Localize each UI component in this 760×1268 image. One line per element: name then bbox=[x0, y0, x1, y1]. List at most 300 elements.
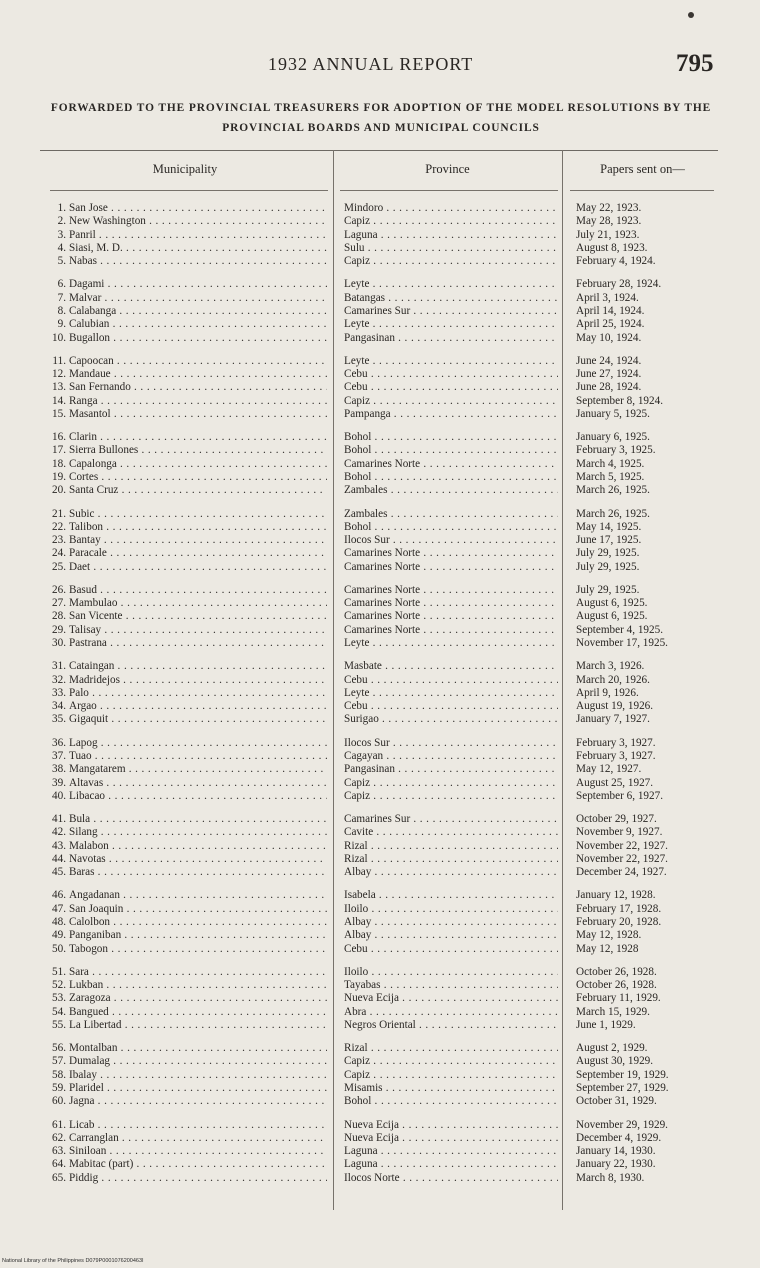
municipality-cell: Siasi, M. D. . . . bbox=[69, 242, 327, 255]
province-cell: Leyte . . . bbox=[344, 637, 558, 650]
municipality-cell: Pastrana . . . bbox=[69, 637, 327, 650]
date-sent-cell: April 14, 1924. bbox=[576, 304, 645, 317]
province-cell: Capiz . . . bbox=[344, 215, 558, 228]
date-sent-cell: August 30, 1929. bbox=[576, 1055, 654, 1068]
column-header-province: Province bbox=[425, 162, 470, 176]
table-row bbox=[40, 943, 722, 956]
date-sent-cell: October 26, 1928. bbox=[576, 979, 657, 992]
table-row bbox=[40, 431, 722, 444]
row-number: 19. bbox=[52, 471, 66, 484]
municipality-cell: New Washington . . . bbox=[69, 215, 327, 228]
table-row bbox=[40, 610, 722, 623]
table-row bbox=[40, 395, 722, 408]
municipality-cell: Basud . . . bbox=[69, 584, 327, 597]
date-sent-cell: February 3, 1925. bbox=[576, 444, 656, 457]
municipality-cell: Jagna . . . bbox=[69, 1095, 327, 1108]
date-sent-cell: August 2, 1929. bbox=[576, 1042, 648, 1055]
table-row bbox=[40, 458, 722, 471]
province-cell: Leyte . . . bbox=[344, 278, 558, 291]
table-row bbox=[40, 713, 722, 726]
table-row bbox=[40, 1019, 722, 1032]
municipality-cell: Bula . . . bbox=[69, 813, 327, 826]
province-cell: Capiz . . . bbox=[344, 1055, 558, 1068]
date-sent-cell: January 12, 1928. bbox=[576, 889, 656, 902]
date-sent-cell: February 17, 1928. bbox=[576, 902, 662, 915]
table-row bbox=[40, 355, 722, 368]
date-sent-cell: November 9, 1927. bbox=[576, 826, 663, 839]
province-cell: Camarines Norte . . . bbox=[344, 458, 558, 471]
table-row bbox=[40, 790, 722, 803]
date-sent-cell: April 25, 1924. bbox=[576, 318, 645, 331]
table-row bbox=[40, 737, 722, 750]
row-number: 24. bbox=[52, 547, 66, 560]
table-row bbox=[40, 484, 722, 497]
province-cell: Batangas . . . bbox=[344, 292, 558, 305]
province-cell: Nueva Ecija . . . bbox=[344, 1132, 558, 1145]
municipality-cell: Montalban . . . bbox=[69, 1042, 327, 1055]
municipality-cell: San Jose . . . bbox=[69, 202, 327, 215]
table-row bbox=[40, 700, 722, 713]
municipality-cell: Calabanga . . . bbox=[69, 305, 327, 318]
table-row bbox=[40, 597, 722, 610]
municipality-cell: Ranga . . . bbox=[69, 395, 327, 408]
date-sent-cell: November 22, 1927. bbox=[576, 839, 668, 852]
row-number: 64. bbox=[52, 1158, 66, 1171]
municipality-cell: Ibalay . . . bbox=[69, 1069, 327, 1082]
row-number: 12. bbox=[52, 368, 66, 381]
table-row bbox=[40, 853, 722, 866]
table-row bbox=[40, 242, 722, 255]
date-sent-cell: January 22, 1930. bbox=[576, 1158, 656, 1171]
municipality-cell: Carranglan . . . bbox=[69, 1132, 327, 1145]
table-row bbox=[40, 826, 722, 839]
column-header-municipality: Municipality bbox=[152, 162, 218, 176]
province-cell: Ilocos Norte . . . bbox=[344, 1172, 558, 1185]
province-cell: Cebu . . . bbox=[344, 700, 558, 713]
date-sent-cell: November 29, 1929. bbox=[576, 1118, 668, 1131]
province-cell: Mindoro . . . bbox=[344, 202, 558, 215]
municipality-cell: Dagami . . . bbox=[69, 278, 327, 291]
row-number: 14. bbox=[52, 394, 66, 407]
date-sent-cell: September 4, 1925. bbox=[576, 623, 663, 636]
row-number: 21. bbox=[52, 507, 66, 520]
province-cell: Sulu . . . bbox=[344, 242, 558, 255]
footer-credit: National Library of the Philippines D079P0001076200463I bbox=[2, 1258, 144, 1264]
table-row-group bbox=[40, 431, 722, 497]
date-sent-cell: August 25, 1927. bbox=[576, 776, 654, 789]
province-cell: Tayabas . . . bbox=[344, 979, 558, 992]
province-cell: Ilocos Sur . . . bbox=[344, 737, 558, 750]
municipality-cell: Zaragoza . . . bbox=[69, 992, 327, 1005]
row-number: 22. bbox=[52, 520, 66, 533]
table-row bbox=[40, 660, 722, 673]
province-cell: Laguna . . . bbox=[344, 1158, 558, 1171]
date-sent-cell: January 7, 1927. bbox=[576, 713, 650, 726]
row-number: 43. bbox=[52, 839, 66, 852]
date-sent-cell: June 17, 1925. bbox=[576, 534, 642, 547]
row-number: 17. bbox=[52, 444, 66, 457]
municipality-cell: Argao . . . bbox=[69, 700, 327, 713]
table-row bbox=[40, 979, 722, 992]
province-cell: Cebu . . . bbox=[344, 368, 558, 381]
table-row-group bbox=[40, 278, 722, 344]
province-cell: Zambales . . . bbox=[344, 508, 558, 521]
row-number: 6. bbox=[57, 278, 66, 291]
date-sent-cell: October 29, 1927. bbox=[576, 813, 657, 825]
municipality-cell: Licab . . . bbox=[69, 1119, 327, 1132]
province-cell: Leyte . . . bbox=[344, 355, 558, 368]
municipality-cell: Subic . . . bbox=[69, 508, 327, 521]
table-row bbox=[40, 1006, 722, 1019]
table-row bbox=[40, 561, 722, 574]
table-row bbox=[40, 1095, 722, 1108]
province-cell: Leyte . . . bbox=[344, 687, 558, 700]
row-number: 15. bbox=[52, 407, 66, 420]
row-number: 44. bbox=[52, 852, 66, 865]
province-cell: Cebu . . . bbox=[344, 943, 558, 956]
table-row bbox=[40, 1145, 722, 1158]
province-cell: Camarines Norte . . . bbox=[344, 584, 558, 597]
date-sent-cell: November 17, 1925. bbox=[576, 637, 668, 650]
date-sent-cell: March 26, 1925. bbox=[576, 484, 650, 497]
row-number: 9. bbox=[57, 318, 66, 331]
province-cell: Albay . . . bbox=[344, 929, 558, 942]
province-cell: Laguna . . . bbox=[344, 229, 558, 242]
table-row-group bbox=[40, 737, 722, 803]
province-cell: Surigao . . . bbox=[344, 713, 558, 726]
table-row-group bbox=[40, 355, 722, 421]
table-row bbox=[40, 547, 722, 560]
date-sent-cell: September 27, 1929. bbox=[576, 1082, 669, 1095]
row-number: 61. bbox=[52, 1118, 66, 1131]
municipality-cell: San Joaquin . . . bbox=[69, 903, 327, 916]
table-row bbox=[40, 1042, 722, 1055]
table-row-group bbox=[40, 508, 722, 574]
table-row bbox=[40, 687, 722, 700]
municipality-cell: Bugallon . . . bbox=[69, 332, 327, 345]
province-cell: Cavite . . . bbox=[344, 826, 558, 839]
municipality-cell: Masantol . . . bbox=[69, 408, 327, 421]
province-cell: Rizal . . . bbox=[344, 1042, 558, 1055]
row-number: 60. bbox=[52, 1095, 66, 1108]
date-sent-cell: August 19, 1926. bbox=[576, 700, 654, 713]
date-sent-cell: November 22, 1927. bbox=[576, 852, 668, 865]
province-cell: Cebu . . . bbox=[344, 674, 558, 687]
province-cell: Camarines Norte . . . bbox=[344, 624, 558, 637]
date-sent-cell: March 20, 1926. bbox=[576, 673, 650, 686]
row-number: 5. bbox=[57, 255, 66, 268]
row-number: 10. bbox=[52, 331, 66, 344]
province-cell: Capiz . . . bbox=[344, 255, 558, 268]
date-sent-cell: August 6, 1925. bbox=[576, 597, 648, 610]
date-sent-cell: March 8, 1930. bbox=[576, 1171, 645, 1184]
municipality-cell: Baras . . . bbox=[69, 866, 327, 879]
table-row bbox=[40, 624, 722, 637]
date-sent-cell: September 6, 1927. bbox=[576, 789, 663, 802]
table-row bbox=[40, 1158, 722, 1171]
header-underline bbox=[340, 190, 558, 191]
municipality-cell: Talibon . . . bbox=[69, 521, 327, 534]
row-number: 39. bbox=[52, 776, 66, 789]
province-cell: Capiz . . . bbox=[344, 790, 558, 803]
row-number: 63. bbox=[52, 1145, 66, 1158]
table-row bbox=[40, 929, 722, 942]
municipality-cell: Bantay . . . bbox=[69, 534, 327, 547]
municipality-cell: Nabas . . . bbox=[69, 255, 327, 268]
municipality-cell: Angadanan . . . bbox=[69, 889, 327, 902]
row-number: 45. bbox=[52, 866, 66, 879]
province-cell: Camarines Norte . . . bbox=[344, 547, 558, 560]
municipality-cell: Mambulao . . . bbox=[69, 597, 327, 610]
table-row bbox=[40, 368, 722, 381]
date-sent-cell: February 4, 1924. bbox=[576, 255, 656, 268]
municipality-cell: Siniloan . . . bbox=[69, 1145, 327, 1158]
date-sent-cell: February 28, 1924. bbox=[576, 278, 662, 291]
municipality-cell: Paracale . . . bbox=[69, 547, 327, 560]
municipality-cell: Sara . . . bbox=[69, 966, 327, 979]
row-number: 13. bbox=[52, 381, 66, 394]
table-row bbox=[40, 840, 722, 853]
province-cell: Iloilo . . . bbox=[344, 966, 558, 979]
province-cell: Bohol . . . bbox=[344, 444, 558, 457]
date-sent-cell: October 26, 1928. bbox=[576, 965, 657, 978]
municipality-cell: Dumalag . . . bbox=[69, 1055, 327, 1068]
table-row bbox=[40, 992, 722, 1005]
row-number: 1. bbox=[57, 202, 66, 214]
table-row bbox=[40, 202, 722, 215]
table-row bbox=[40, 408, 722, 421]
table-row-group bbox=[40, 813, 722, 879]
date-sent-cell: January 5, 1925. bbox=[576, 407, 650, 420]
province-cell: Pangasinan . . . bbox=[344, 763, 558, 776]
province-cell: Camarines Sur . . . bbox=[344, 813, 558, 826]
province-cell: Bohol . . . bbox=[344, 471, 558, 484]
municipality-cell: Malvar . . . bbox=[69, 292, 327, 305]
table-row bbox=[40, 584, 722, 597]
municipality-cell: San Vicente . . . bbox=[69, 610, 327, 623]
table-row bbox=[40, 305, 722, 318]
row-number: 58. bbox=[52, 1068, 66, 1081]
row-number: 47. bbox=[52, 902, 66, 915]
municipality-cell: Bangued . . . bbox=[69, 1006, 327, 1019]
row-number: 56. bbox=[52, 1042, 66, 1055]
municipality-cell: Calolbon . . . bbox=[69, 916, 327, 929]
municipality-cell: Cortes . . . bbox=[69, 471, 327, 484]
table-row bbox=[40, 332, 722, 345]
table-row bbox=[40, 750, 722, 763]
date-sent-cell: May 12, 1928 bbox=[576, 942, 639, 955]
municipality-cell: Capalonga . . . bbox=[69, 458, 327, 471]
municipality-cell: Capoocan . . . bbox=[69, 355, 327, 368]
province-cell: Albay . . . bbox=[344, 916, 558, 929]
row-number: 51. bbox=[52, 965, 66, 978]
row-number: 37. bbox=[52, 749, 66, 762]
province-cell: Rizal . . . bbox=[344, 853, 558, 866]
table-row bbox=[40, 1055, 722, 1068]
municipality-cell: Piddig . . . bbox=[69, 1172, 327, 1185]
table-row bbox=[40, 889, 722, 902]
row-number: 54. bbox=[52, 1005, 66, 1018]
date-sent-cell: December 24, 1927. bbox=[576, 866, 667, 879]
date-sent-cell: June 1, 1929. bbox=[576, 1018, 636, 1031]
table-row bbox=[40, 813, 722, 826]
municipality-cell: Tabogon . . . bbox=[69, 943, 327, 956]
municipality-cell: San Fernando . . . bbox=[69, 381, 327, 394]
province-cell: Negros Oriental . . . bbox=[344, 1019, 558, 1032]
municipality-cell: Navotas . . . bbox=[69, 853, 327, 866]
municipality-cell: Santa Cruz . . . bbox=[69, 484, 327, 497]
table-row-group bbox=[40, 584, 722, 650]
row-number: 41. bbox=[52, 813, 66, 825]
date-sent-cell: April 9, 1926. bbox=[576, 686, 639, 699]
row-number: 57. bbox=[52, 1055, 66, 1068]
province-cell: Pampanga . . . bbox=[344, 408, 558, 421]
row-number: 29. bbox=[52, 623, 66, 636]
province-cell: Albay . . . bbox=[344, 866, 558, 879]
row-number: 65. bbox=[52, 1171, 66, 1184]
municipality-cell: Mandaue . . . bbox=[69, 368, 327, 381]
row-number: 46. bbox=[52, 889, 66, 902]
row-number: 25. bbox=[52, 560, 66, 573]
row-number: 30. bbox=[52, 637, 66, 650]
row-number: 32. bbox=[52, 673, 66, 686]
row-number: 42. bbox=[52, 826, 66, 839]
table-row bbox=[40, 1069, 722, 1082]
page-mark bbox=[688, 12, 694, 18]
municipality-cell: Calubian . . . bbox=[69, 318, 327, 331]
province-cell: Misamis . . . bbox=[344, 1082, 558, 1095]
row-number: 4. bbox=[57, 241, 66, 254]
row-number: 49. bbox=[52, 929, 66, 942]
section-heading: FORWARDED TO THE PROVINCIAL TREASURERS FOR ADOPTION OF THE MODEL RESOLUTIONS BY THE PROVINCIAL BOARDS AND MUNICIPAL COUNCILS bbox=[50, 102, 712, 134]
province-cell: Isabela . . . bbox=[344, 889, 558, 902]
date-sent-cell: February 3, 1927. bbox=[576, 736, 656, 749]
municipality-cell: Plaridel . . . bbox=[69, 1082, 327, 1095]
province-cell: Nueva Ecija . . . bbox=[344, 992, 558, 1005]
table-row bbox=[40, 903, 722, 916]
row-number: 26. bbox=[52, 583, 66, 596]
row-number: 52. bbox=[52, 979, 66, 992]
municipality-cell: Libacao . . . bbox=[69, 790, 327, 803]
row-number: 20. bbox=[52, 484, 66, 497]
date-sent-cell: June 27, 1924. bbox=[576, 368, 642, 381]
row-number: 28. bbox=[52, 610, 66, 623]
date-sent-cell: May 10, 1924. bbox=[576, 331, 642, 344]
province-cell: Nueva Ecija . . . bbox=[344, 1119, 558, 1132]
date-sent-cell: June 28, 1924. bbox=[576, 381, 642, 394]
municipality-cell: Lapog . . . bbox=[69, 737, 327, 750]
date-sent-cell: August 6, 1925. bbox=[576, 610, 648, 623]
table-row-group bbox=[40, 660, 722, 726]
province-cell: Capiz . . . bbox=[344, 1069, 558, 1082]
table-row bbox=[40, 292, 722, 305]
table-row bbox=[40, 1119, 722, 1132]
province-cell: Zambales . . . bbox=[344, 484, 558, 497]
municipality-cell: Tuao . . . bbox=[69, 750, 327, 763]
date-sent-cell: May 28, 1923. bbox=[576, 215, 642, 228]
municipality-cell: Daet . . . bbox=[69, 561, 327, 574]
row-number: 55. bbox=[52, 1018, 66, 1031]
municipality-cell: Panganiban . . . bbox=[69, 929, 327, 942]
province-cell: Cagayan . . . bbox=[344, 750, 558, 763]
province-cell: Rizal . . . bbox=[344, 840, 558, 853]
table-row-group bbox=[40, 966, 722, 1032]
table-row bbox=[40, 1132, 722, 1145]
province-cell: Laguna . . . bbox=[344, 1145, 558, 1158]
page-number: 795 bbox=[676, 50, 714, 77]
row-number: 27. bbox=[52, 597, 66, 610]
municipality-cell: Sierra Bullones . . . bbox=[69, 444, 327, 457]
municipality-cell: Silang . . . bbox=[69, 826, 327, 839]
date-sent-cell: February 3, 1927. bbox=[576, 749, 656, 762]
row-number: 8. bbox=[57, 304, 66, 317]
municipality-cell: Talisay . . . bbox=[69, 624, 327, 637]
date-sent-cell: May 12, 1927. bbox=[576, 763, 642, 776]
date-sent-cell: January 14, 1930. bbox=[576, 1145, 656, 1158]
table-row-group bbox=[40, 202, 722, 268]
row-number: 59. bbox=[52, 1082, 66, 1095]
date-sent-cell: July 29, 1925. bbox=[576, 583, 640, 596]
date-sent-cell: June 24, 1924. bbox=[576, 354, 642, 367]
row-number: 23. bbox=[52, 534, 66, 547]
province-cell: Ilocos Sur . . . bbox=[344, 534, 558, 547]
date-sent-cell: September 19, 1929. bbox=[576, 1068, 669, 1081]
province-cell: Camarines Norte . . . bbox=[344, 561, 558, 574]
table-row bbox=[40, 215, 722, 228]
municipality-cell: Mabitac (part) . . . bbox=[69, 1158, 327, 1171]
province-cell: Camarines Sur . . . bbox=[344, 305, 558, 318]
date-sent-cell: March 5, 1925. bbox=[576, 471, 645, 484]
table-row-group bbox=[40, 1042, 722, 1108]
table-row bbox=[40, 278, 722, 291]
municipality-cell: Palo . . . bbox=[69, 687, 327, 700]
row-number: 31. bbox=[52, 660, 66, 673]
date-sent-cell: October 31, 1929. bbox=[576, 1095, 657, 1108]
row-number: 40. bbox=[52, 789, 66, 802]
table-row bbox=[40, 444, 722, 457]
row-number: 50. bbox=[52, 942, 66, 955]
row-number: 38. bbox=[52, 763, 66, 776]
date-sent-cell: April 3, 1924. bbox=[576, 291, 639, 304]
row-number: 62. bbox=[52, 1131, 66, 1144]
date-sent-cell: May 12, 1928. bbox=[576, 929, 642, 942]
date-sent-cell: May 22, 1923. bbox=[576, 202, 642, 214]
date-sent-cell: September 8, 1924. bbox=[576, 394, 663, 407]
province-cell: Camarines Norte . . . bbox=[344, 610, 558, 623]
row-number: 48. bbox=[52, 915, 66, 928]
municipality-cell: Malabon . . . bbox=[69, 840, 327, 853]
province-cell: Bohol . . . bbox=[344, 521, 558, 534]
date-sent-cell: January 6, 1925. bbox=[576, 431, 650, 444]
table-row bbox=[40, 471, 722, 484]
municipality-cell: Altavas . . . bbox=[69, 777, 327, 790]
province-cell: Bohol . . . bbox=[344, 431, 558, 444]
municipality-cell: Lukban . . . bbox=[69, 979, 327, 992]
province-cell: Leyte . . . bbox=[344, 318, 558, 331]
table-row bbox=[40, 674, 722, 687]
row-number: 7. bbox=[57, 291, 66, 304]
province-cell: Bohol . . . bbox=[344, 1095, 558, 1108]
row-number: 33. bbox=[52, 686, 66, 699]
province-cell: Capiz . . . bbox=[344, 777, 558, 790]
municipality-cell: Mangatarem . . . bbox=[69, 763, 327, 776]
province-cell: Cebu . . . bbox=[344, 381, 558, 394]
date-sent-cell: March 26, 1925. bbox=[576, 507, 650, 520]
province-cell: Abra . . . bbox=[344, 1006, 558, 1019]
province-cell: Camarines Norte . . . bbox=[344, 597, 558, 610]
table-row bbox=[40, 318, 722, 331]
municipality-cell: Gigaquit . . . bbox=[69, 713, 327, 726]
